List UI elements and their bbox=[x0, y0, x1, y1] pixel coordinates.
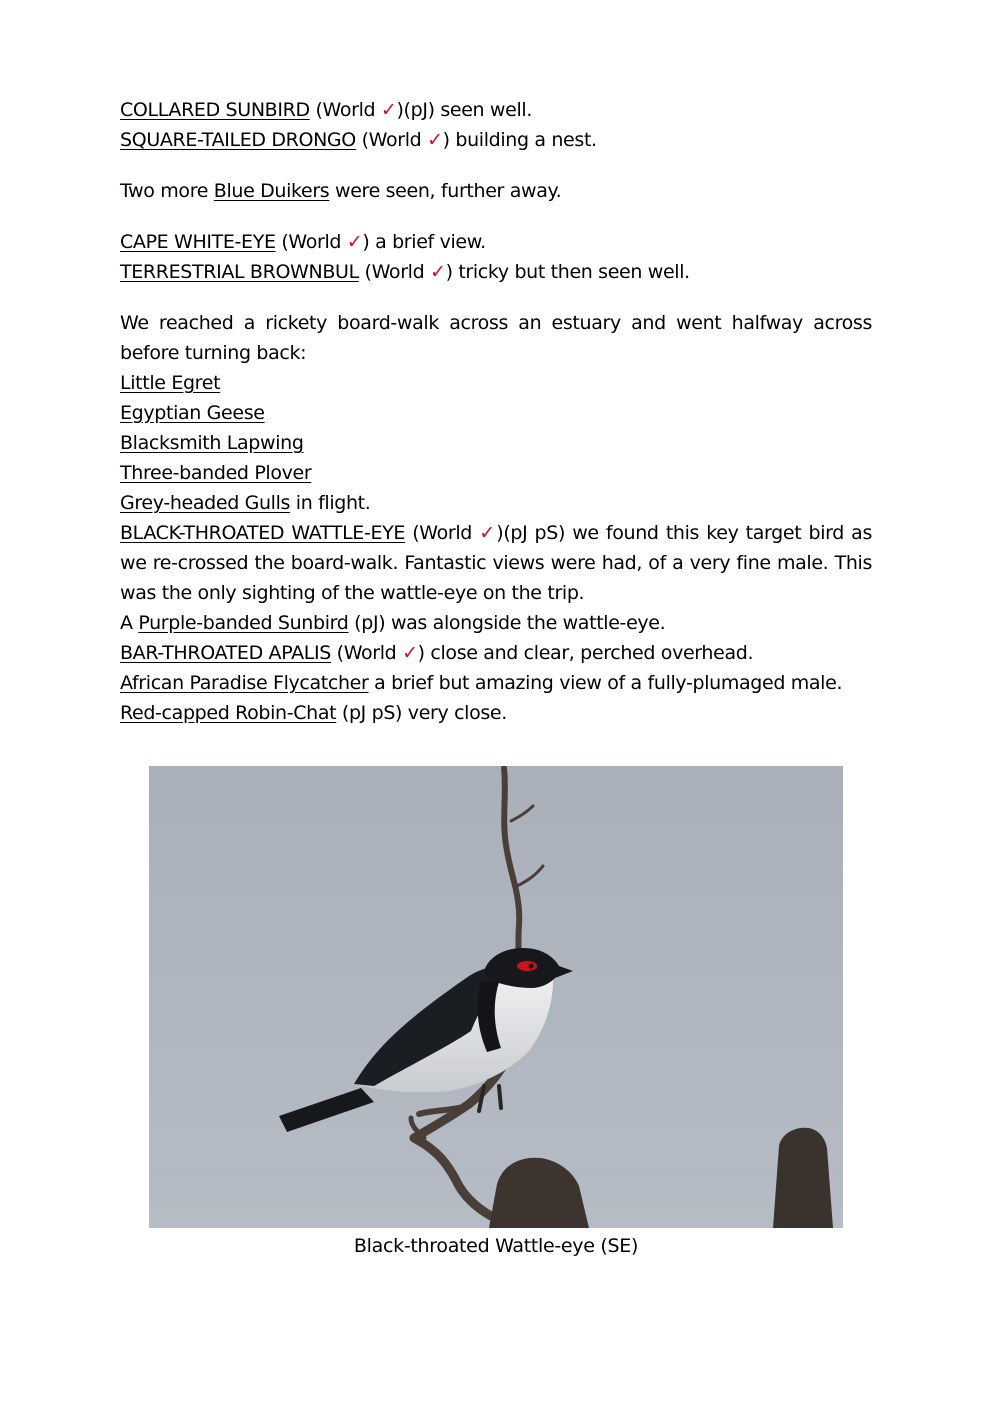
species-line bbox=[120, 95, 872, 125]
note-text: Two more bbox=[120, 180, 214, 202]
note-text: ) close and clear, perched overhead. bbox=[417, 642, 754, 664]
narrative-paragraph: We reached a rickety board-walk across an estuary and went halfway across before turning back: bbox=[120, 312, 872, 364]
trip-report-text bbox=[120, 95, 872, 728]
note-text: )(pJ pS) we found this key target bird as we re-crossed the board-walk. Fantastic views were had, of a very fine male. This was the only sighting of the wattle-eye on the trip. bbox=[120, 522, 873, 604]
tick-icon: ✓ bbox=[380, 99, 397, 121]
stump-right bbox=[773, 1128, 833, 1228]
note-text: A bbox=[120, 612, 139, 634]
species-name: Red-capped Robin-Chat bbox=[120, 702, 337, 724]
species-paragraph bbox=[120, 518, 872, 608]
species-name: COLLARED SUNBIRD bbox=[120, 99, 310, 121]
species-line bbox=[120, 668, 872, 698]
note-text: (World bbox=[355, 129, 428, 151]
species-line bbox=[120, 398, 872, 428]
species-line bbox=[120, 488, 872, 518]
species-name: CAPE WHITE-EYE bbox=[120, 231, 276, 253]
note-text: (World bbox=[330, 642, 403, 664]
photo-caption: Black-throated Wattle-eye (SE) bbox=[353, 1235, 639, 1257]
species-name: Blue Duikers bbox=[213, 180, 330, 202]
species-name: Blacksmith Lapwing bbox=[120, 432, 304, 454]
species-name: BAR-THROATED APALIS bbox=[120, 642, 331, 664]
species-line bbox=[120, 368, 872, 398]
species-line bbox=[120, 125, 872, 155]
species-line bbox=[120, 608, 872, 638]
note-text: (World bbox=[405, 522, 480, 544]
tick-icon: ✓ bbox=[429, 261, 446, 283]
note-text: in flight. bbox=[290, 492, 371, 514]
note-text: (World bbox=[309, 99, 381, 121]
note-text: ) building a nest. bbox=[442, 129, 597, 151]
species-line bbox=[120, 458, 872, 488]
species-name: African Paradise Flycatcher bbox=[120, 672, 369, 694]
species-line bbox=[120, 227, 872, 257]
tick-icon: ✓ bbox=[402, 642, 418, 664]
species-name: Grey-headed Gulls bbox=[120, 492, 291, 514]
tick-icon: ✓ bbox=[346, 231, 363, 253]
note-text: ) tricky but then seen well. bbox=[445, 261, 690, 283]
species-name: TERRESTRIAL BROWNBUL bbox=[120, 261, 359, 283]
note-text: (World bbox=[358, 261, 430, 283]
note-text: (pJ) was alongside the wattle-eye. bbox=[348, 612, 666, 634]
species-line bbox=[120, 428, 872, 458]
tick-icon: ✓ bbox=[479, 522, 497, 544]
species-line bbox=[120, 698, 872, 728]
tick-icon: ✓ bbox=[427, 129, 443, 151]
species-line bbox=[120, 257, 872, 287]
species-name: Little Egret bbox=[120, 372, 221, 394]
note-text: were seen, further away. bbox=[329, 180, 562, 202]
note-text: a brief but amazing view of a fully-plumaged male. bbox=[368, 672, 843, 694]
species-name: BLACK-THROATED WATTLE-EYE bbox=[120, 522, 406, 544]
species-line bbox=[120, 176, 872, 206]
note-text: (pJ pS) very close. bbox=[336, 702, 507, 724]
bird-photo bbox=[149, 766, 843, 1228]
note-text: (World bbox=[275, 231, 347, 253]
note-text: )(pJ) seen well. bbox=[396, 99, 533, 121]
species-name: SQUARE-TAILED DRONGO bbox=[120, 129, 356, 151]
note-text: ) a brief view. bbox=[362, 231, 486, 253]
species-name: Three-banded Plover bbox=[120, 462, 312, 484]
species-line bbox=[120, 638, 872, 668]
species-name: Purple-banded Sunbird bbox=[138, 612, 349, 634]
species-name: Egyptian Geese bbox=[120, 402, 265, 424]
